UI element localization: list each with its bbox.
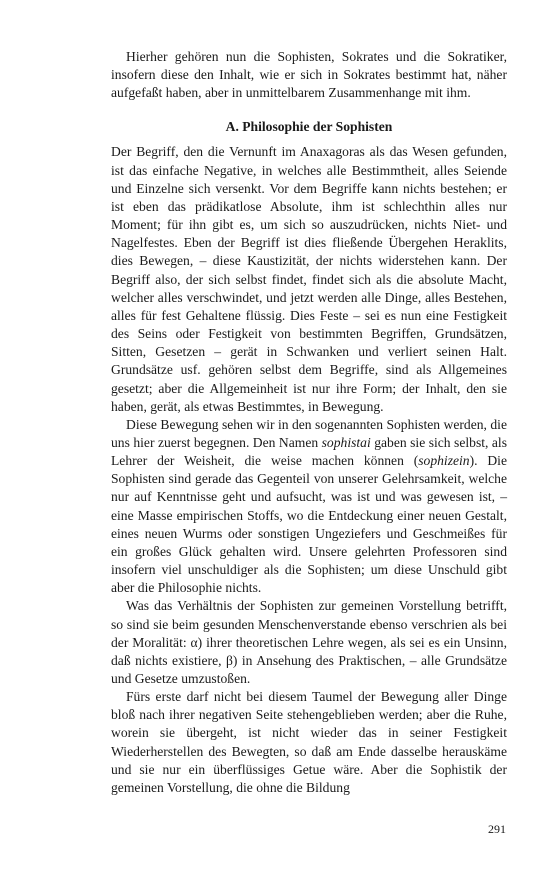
body-paragraph-1: Der Begriff, den die Vernunft im Anaxagoras als das Wesen gefunden, ist das einfache Negative, in welches alle Bestimmtheit, alles Seiende und Einzelne sich versenkt. Vor dem Begriffe kann nichts bestehen; er ist eben das prädikatlose Absolute, ihm ist schlechthin alles nur Moment; für ihn gibt es, um sich so auszudrücken, nichts Niet- und Nagelfestes. Eben der Begriff ist dies fließende Übergehen Heraklits, dies Bewegen, – diese Kaustizität, der nichts widerstehen kann. Der Begriff also, der sich selbst findet, findet sich als die absolute Macht, welcher alles verschwindet, und jetzt werden alle Dinge, alles Bestehen, alles für fest Gehaltene flüssig. Dies Feste – sei es nun eine Festigkeit des Seins oder Festigkeit von bestimmten Begriffen, Grundsätzen, Sitten, Gesetzen – gerät in Schwanken und verliert seinen Halt. Grundsätze usf. gehören selbst dem Begriffe, sind als Allgemeines gesetzt; aber die Allgemeinheit ist nur ihre Form; der Inhalt, den sie haben, gerät, als etwas Bestimmtes, in Bewegung. bbox=[111, 144, 507, 414]
paragraph-2-text-middle: gaben sie sich selbst, als Lehrer der Weisheit, die weise machen können ( bbox=[111, 434, 507, 469]
page-body bbox=[111, 48, 507, 797]
page-number: 291 bbox=[488, 822, 506, 836]
paragraph-2-text-end: ). Die Sophisten sind gerade das Gegenteil von unserer Gelehrsamkeit, welche nur auf Kenntnisse geht und aufsucht, was ist und was gewesen ist, – eine Masse empirischen Stoffs, wo die Entdeckung einer neuen Gestalt, eines neuen Wurms oder sonstigen Ungeziefers und Geschmeißes für ein großes Glück gehalten wird. Unsere gelehrten Professoren sind insofern viel unschuldiger als die Sophisten; um diese Unschuld gibt aber die Philosophie nichts. bbox=[111, 453, 507, 596]
section-heading: A. Philosophie der Sophisten bbox=[225, 119, 393, 135]
body-paragraph-4: Fürs erste darf nicht bei diesem Taumel der Bewegung aller Dinge bloß nach ihrer negativen Seite stehengeblieben werden; aber die Ruhe, worein sie übergeht, ist nicht wieder das in seiner Festigkeit Wiederherstellen des Bewegten, so daß am Ende dasselbe herauskäme und sie nur ein überflüssiges Getue wäre. Aber die Sophistik der gemeinen Vorstellung, die ohne die Bildung bbox=[111, 689, 507, 795]
greek-term-sophistai: sophistai bbox=[321, 434, 371, 450]
body-paragraph-2 bbox=[111, 416, 507, 598]
body-paragraph-3: Was das Verhältnis der Sophisten zur gemeinen Vorstellung betrifft, so sind sie beim gesunden Menschenverstande ebenso verschrien als bei der Moralität: α) ihrer theoretischen Lehre wegen, als sei es ein Unsinn, daß nichts existiere, β) in Ansehung des Praktischen, – alle Grundsätze und Gesetze umzustoßen. bbox=[111, 598, 507, 686]
intro-paragraph: Hierher gehören nun die Sophisten, Sokrates und die Sokratiker, insofern diese den Inhalt, wie er sich in Sokrates bestimmt hat, näher aufgefaßt haben, aber in unmittelbarem Zusammenhange mit ihm. bbox=[111, 49, 507, 101]
greek-term-sophizein: sophizein bbox=[418, 453, 470, 469]
paragraph-2-text-start: Diese Bewegung sehen wir in den sogenannten Sophisten werden, die uns hier zuerst begegnen. Den Namen bbox=[111, 416, 507, 450]
